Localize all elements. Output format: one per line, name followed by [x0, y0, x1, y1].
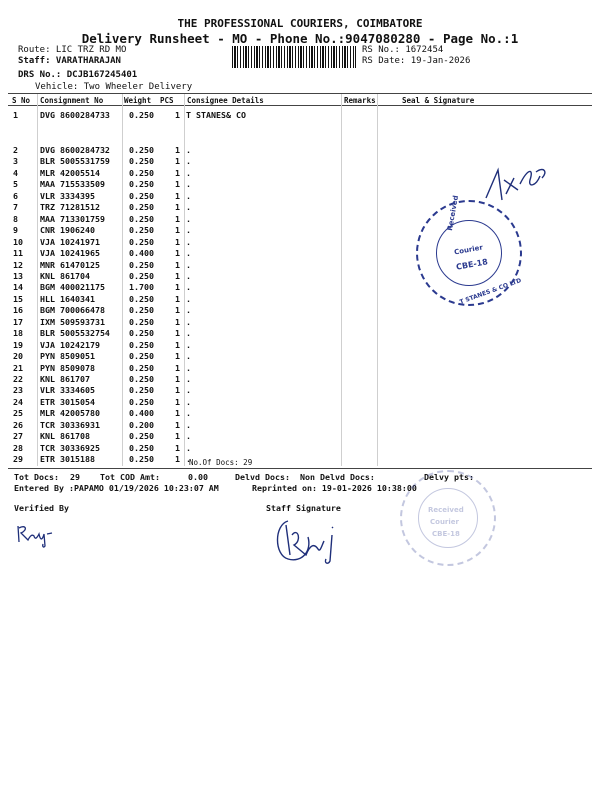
row-consignment-no: ETR 3015188 [40, 454, 95, 465]
row-sno: 6 [13, 190, 18, 201]
row-sno: 25 [13, 408, 23, 419]
row-pcs: 1 [175, 202, 180, 213]
rs-number: RS No.: 1672454 [362, 45, 444, 55]
row-consignment-no: IXM 509593731 [40, 316, 105, 327]
vehicle-label: Vehicle: Two Wheeler Delivery [35, 82, 193, 92]
faded-stamp [400, 470, 496, 566]
row-pcs: 1 [175, 213, 180, 224]
row-consignment-no: PYN 8509051 [40, 351, 95, 362]
row-consignee: . [186, 213, 191, 224]
row-consignment-no: MAA 713301759 [40, 213, 105, 224]
row-weight: 0.250 [129, 270, 154, 281]
row-pcs: 1 [175, 362, 180, 373]
drs-number: DRS No.: DCJB167245401 [18, 70, 138, 80]
row-sno: 26 [13, 419, 23, 430]
row-consignment-no: KNL 861708 [40, 431, 90, 442]
handwritten-initials-icon [478, 160, 550, 210]
row-sno: 22 [13, 374, 23, 384]
row-pcs: 1 [175, 145, 180, 155]
runsheet-subtitle: Delivery Runsheet - MO - Phone No.:9047080280 - Page No.:1 [81, 31, 519, 46]
row-sno: 5 [13, 179, 18, 190]
row-weight: 0.250 [129, 454, 154, 465]
row-consignment-no: TRZ 71281512 [40, 202, 100, 213]
table-row [0, 317, 600, 328]
stamp-ring-text: T STANES & CO LTD [458, 277, 523, 306]
row-pcs: 1 [175, 454, 180, 465]
row-sno: 1 [13, 110, 18, 120]
row-pcs: 1 [175, 179, 180, 190]
row-weight: 0.250 [129, 213, 154, 224]
table-row [0, 351, 600, 362]
row-weight: 0.250 [129, 305, 154, 316]
row-weight: 0.250 [129, 225, 154, 236]
row-consignment-no: MNR 61470125 [40, 259, 100, 270]
row-pcs: 1 [175, 328, 180, 339]
row-consignment-no: CNR 1906240 [40, 225, 95, 236]
faded-stamp-received: Received [428, 506, 464, 514]
table-row [0, 443, 600, 454]
row-consignee: . [186, 419, 191, 430]
table-row [0, 328, 600, 339]
rs-date: RS Date: 19-Jan-2026 [362, 56, 471, 66]
row-pcs: 1 [175, 225, 180, 236]
row-pcs: 1 [175, 351, 180, 362]
row-sno: 27 [13, 431, 23, 442]
row-weight: 0.250 [129, 396, 154, 407]
row-weight: 0.250 [129, 145, 154, 155]
row-consignee: . [186, 156, 191, 167]
row-pcs: 1 [175, 339, 180, 350]
row-sno: 18 [13, 328, 23, 339]
row-consignee: . [186, 190, 191, 201]
row-consignment-no: KNL 861704 [40, 270, 90, 281]
row-consignment-no: VJA 10241965 [40, 248, 100, 259]
row-sno: 21 [13, 362, 23, 373]
table-top-rule [8, 93, 592, 94]
col-consignment: Consignment No [40, 96, 104, 105]
row-consignment-no: VLR 3334605 [40, 385, 95, 396]
row-weight: 0.250 [129, 202, 154, 213]
row-weight: 0.200 [129, 419, 154, 430]
row-sno: 20 [13, 351, 23, 362]
row-pcs: 1 [175, 259, 180, 270]
row-consignee: . [186, 408, 191, 419]
row-consignment-no: MAA 715533509 [40, 179, 105, 190]
delvy-pts: Delvy pts: [424, 472, 474, 482]
row-sno: 15 [13, 293, 23, 304]
row-consignee: . [186, 202, 191, 213]
row-weight: 0.250 [129, 167, 154, 178]
row-weight: 0.250 [129, 339, 154, 350]
row-pcs: 1 [175, 293, 180, 304]
row-pcs: 1 [175, 248, 180, 259]
col-sno: S No [12, 96, 31, 105]
row-consignment-no: VLR 3334395 [40, 190, 95, 201]
table-bottom-rule [8, 468, 592, 469]
table-row [0, 420, 600, 431]
row-consignment-no: TCR 30336931 [40, 419, 100, 430]
row-sno: 12 [13, 259, 23, 270]
reprinted-on: Reprinted on: 19-01-2026 10:38:00 [252, 483, 417, 493]
table-row [0, 294, 600, 305]
row-sno: 23 [13, 385, 23, 396]
row-pcs: 1 [175, 396, 180, 407]
row-consignee: . [186, 248, 191, 259]
row-weight: 0.250 [129, 236, 154, 247]
row-consignee: . [186, 145, 191, 155]
row-consignee: . [186, 374, 191, 384]
row-pcs: 1 [175, 156, 180, 167]
faded-stamp-courier: Courier [430, 518, 459, 526]
row-sno: 14 [13, 282, 23, 293]
row-consignee: . [186, 305, 191, 316]
table-row [0, 340, 600, 351]
row-consignee: . [186, 351, 191, 362]
row-sno: 16 [13, 305, 23, 316]
row-consignment-no: BLR 5005532754 [40, 328, 110, 339]
table-row [0, 454, 600, 465]
received-stamp [416, 194, 523, 306]
staff-label: Staff: VARATHARAJAN [18, 56, 121, 66]
row-consignment-no: HLL 1640341 [40, 293, 95, 304]
row-consignment-no: BLR 5005531759 [40, 156, 110, 167]
no-of-docs: No.Of Docs: 29 [189, 458, 253, 467]
stamp-line-branch: CBE-18 [455, 257, 489, 272]
row-sno: 28 [13, 442, 23, 453]
col-weight: Weight [124, 96, 152, 105]
stamp-line-courier: Courier [453, 243, 484, 257]
row-sno: 29 [13, 454, 23, 465]
staff-signature-label: Staff Signature [266, 503, 341, 513]
route-label: Route: LIC TRZ RD MO [18, 45, 127, 55]
row-pcs: 1 [175, 167, 180, 178]
row-weight: 0.250 [129, 190, 154, 201]
row-consignment-no: MLR 42005514 [40, 167, 100, 178]
row-consignee: T STANES& CO [186, 110, 246, 120]
row-pcs: 1 [175, 385, 180, 396]
row-consignment-no: BGM 700066478 [40, 305, 105, 316]
row-consignee: . [186, 431, 191, 442]
row-weight: 0.250 [129, 259, 154, 270]
non-delvd-docs: Non Delvd Docs: [300, 472, 375, 482]
row-sno: 10 [13, 236, 23, 247]
table-row [0, 431, 600, 442]
tot-docs-value: 29 [70, 472, 80, 482]
col-remarks: Remarks [344, 96, 376, 105]
row-pcs: 1 [175, 282, 180, 293]
table-row [0, 397, 600, 408]
row-weight: 0.250 [129, 351, 154, 362]
row-pcs: 1 [175, 442, 180, 453]
row-consignee: . [186, 316, 191, 327]
row-consignee: . [186, 396, 191, 407]
row-weight: 0.250 [129, 110, 154, 120]
row-consignee: . [186, 270, 191, 281]
row-consignment-no: DVG 8600284733 [40, 110, 110, 120]
row-pcs: 1 [175, 431, 180, 442]
row-weight: 0.250 [129, 442, 154, 453]
barcode [232, 46, 356, 68]
table-row [0, 408, 600, 419]
row-weight: 0.400 [129, 408, 154, 419]
row-consignee: . [186, 167, 191, 178]
row-weight: 0.400 [129, 248, 154, 259]
row-weight: 0.250 [129, 316, 154, 327]
row-consignee: . [186, 282, 191, 293]
row-consignment-no: BGM 400021175 [40, 282, 105, 293]
tot-docs-label: Tot Docs: [14, 472, 59, 482]
row-pcs: 1 [175, 408, 180, 419]
row-pcs: 1 [175, 374, 180, 384]
row-sno: 3 [13, 156, 18, 167]
row-pcs: 1 [175, 316, 180, 327]
faded-stamp-branch: CBE-18 [432, 530, 460, 538]
row-consignment-no: KNL 861707 [40, 374, 90, 384]
row-sno: 2 [13, 145, 18, 155]
row-weight: 0.250 [129, 328, 154, 339]
stamp-line-received: Received [446, 194, 461, 232]
row-consignee: . [186, 225, 191, 236]
row-consignee: . [186, 259, 191, 270]
table-row [0, 110, 600, 121]
row-sno: 11 [13, 248, 23, 259]
row-consignee: . [186, 454, 191, 465]
row-weight: 0.250 [129, 293, 154, 304]
row-consignee: . [186, 385, 191, 396]
row-consignment-no: PYN 8509078 [40, 362, 95, 373]
row-consignment-no: VJA 10241971 [40, 236, 100, 247]
row-pcs: 1 [175, 190, 180, 201]
table-row [0, 374, 600, 385]
row-sno: 9 [13, 225, 18, 236]
col-consignee: Consignee Details [187, 96, 264, 105]
row-weight: 1.700 [129, 282, 154, 293]
table-row [0, 305, 600, 316]
row-weight: 0.250 [129, 156, 154, 167]
row-sno: 13 [13, 270, 23, 281]
row-consignment-no: ETR 3015054 [40, 396, 95, 407]
row-consignment-no: MLR 42005780 [40, 408, 100, 419]
row-consignment-no: DVG 8600284732 [40, 145, 110, 155]
row-sno: 7 [13, 202, 18, 213]
row-pcs: 1 [175, 419, 180, 430]
row-consignee: . [186, 328, 191, 339]
row-pcs: 1 [175, 110, 180, 120]
row-weight: 0.250 [129, 385, 154, 396]
row-weight: 0.250 [129, 431, 154, 442]
row-sno: 8 [13, 213, 18, 224]
row-consignee: . [186, 236, 191, 247]
row-pcs: 1 [175, 236, 180, 247]
delvd-docs: Delvd Docs: [235, 472, 290, 482]
row-pcs: 1 [175, 270, 180, 281]
tot-cod-label: Tot COD Amt: [100, 472, 160, 482]
row-consignment-no: VJA 10242179 [40, 339, 100, 350]
row-weight: 0.250 [129, 362, 154, 373]
entered-by: Entered By :PAPAMO 01/19/2026 10:23:07 AM [14, 483, 219, 493]
row-consignee: . [186, 339, 191, 350]
col-pcs: PCS [160, 96, 174, 105]
row-consignment-no: TCR 30336925 [40, 442, 100, 453]
verified-by-label: Verified By [14, 503, 69, 513]
table-row [0, 363, 600, 374]
row-weight: 0.250 [129, 179, 154, 190]
table-header-rule [8, 105, 592, 106]
row-consignee: . [186, 362, 191, 373]
row-consignee: . [186, 293, 191, 304]
company-title: THE PROFESSIONAL COURIERS, COIMBATORE [177, 17, 423, 30]
staff-signature-icon [272, 515, 352, 567]
row-consignee: . [186, 442, 191, 453]
row-pcs: 1 [175, 305, 180, 316]
row-sno: 17 [13, 316, 23, 327]
row-consignee: . [186, 179, 191, 190]
verifier-signature-icon [14, 520, 54, 548]
col-seal: Seal & Signature [402, 96, 475, 105]
row-weight: 0.250 [129, 374, 154, 384]
table-row [0, 385, 600, 396]
row-sno: 19 [13, 339, 23, 350]
row-sno: 4 [13, 167, 18, 178]
row-sno: 24 [13, 396, 23, 407]
tot-cod-value: 0.00 [188, 472, 208, 482]
table-row [0, 145, 600, 156]
